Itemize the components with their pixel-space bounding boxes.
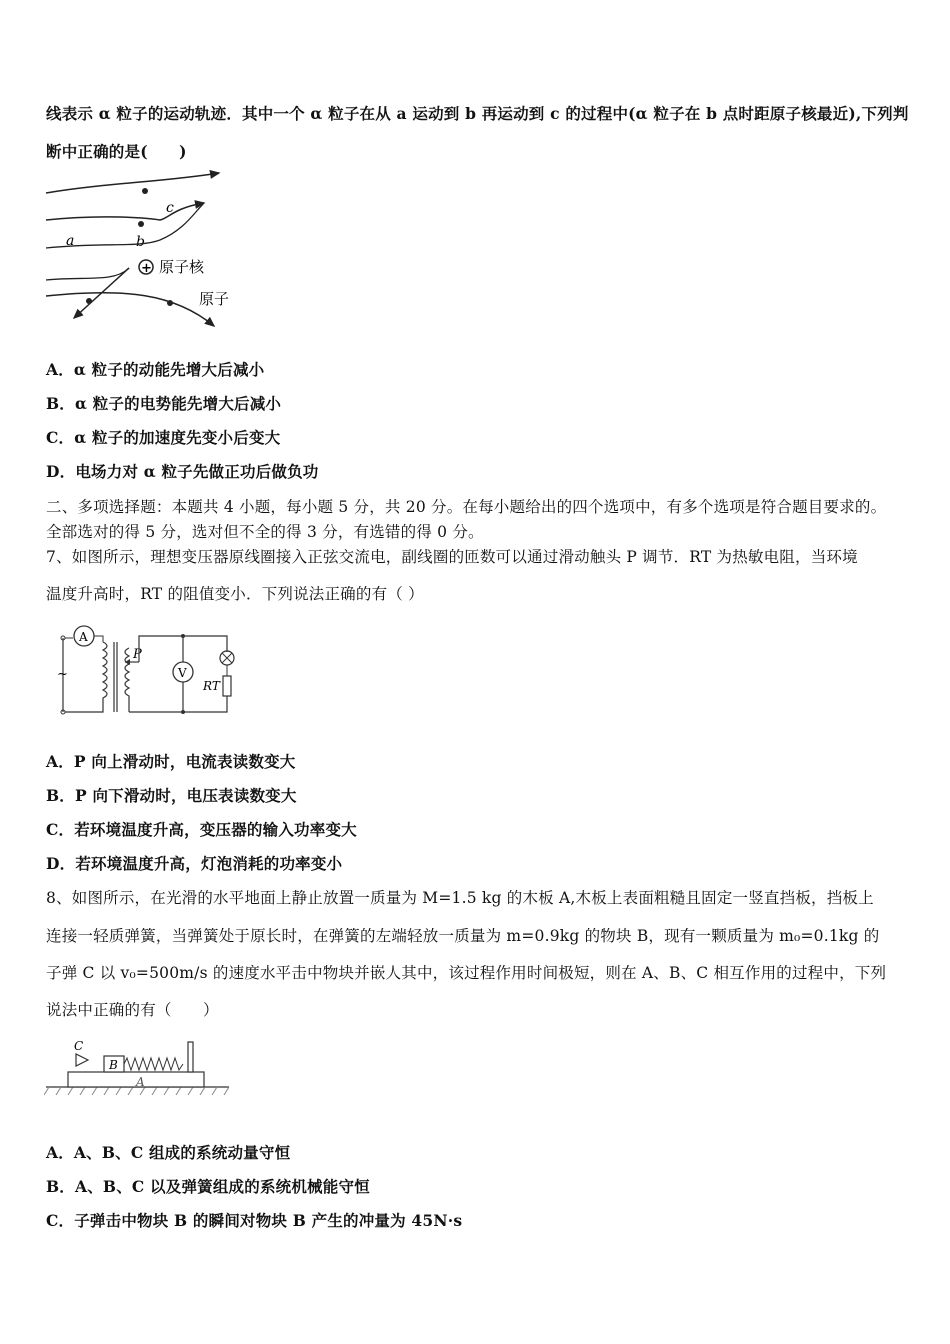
q7-option-a: A．P 向上滑动时，电流表读数变大 (46, 752, 296, 771)
trajectory-top (46, 173, 219, 193)
q8-stem-line4: 说法中正确的有（ ） (46, 1001, 219, 1019)
svg-text:A: A (79, 630, 88, 644)
q8-option-a: A．A、B、C 组成的系统动量守恒 (46, 1143, 291, 1162)
q7-stem-line2: 温度升高时，RT 的阻值变小．下列说法正确的有（ ） (46, 585, 424, 603)
q7-option-c: C．若环境温度升高，变压器的输入功率变大 (46, 820, 357, 839)
q6-option-d: D．电场力对 α 粒子先做正功后做负功 (46, 462, 319, 481)
q6-option-a: A．α 粒子的动能先增大后减小 (46, 360, 265, 379)
q6-option-b: B．α 粒子的电势能先增大后减小 (46, 394, 282, 413)
q8-option-c: C．子弹击中物块 B 的瞬间对物块 B 产生的冲量为 45N·s (46, 1211, 463, 1230)
alpha-scattering-figure (44, 168, 234, 338)
label-board-a: A (136, 1075, 145, 1089)
q7-option-b: B．P 向下滑动时，电压表读数变大 (46, 786, 297, 805)
q7-stem-line1: 7、如图所示，理想变压器原线圈接入正弦交流电，副线圈的匝数可以通过滑动触头 P 调节．RT 为热敏电阻，当环境 (46, 548, 858, 566)
q8-stem-line3: 子弹 C 以 v₀=500m/s 的速度水平击中物块并嵌人其中，该过程作用时间极短，则在 A、B、C 相互作用的过程中，下列 (46, 964, 887, 982)
baffle (188, 1042, 193, 1072)
trajectory-point-2 (86, 298, 92, 304)
label-c: c (166, 200, 174, 216)
trajectory-deflect (46, 268, 129, 280)
q6-stem-line1: 线表示 α 粒子的运动轨迹．其中一个 α 粒子在从 a 运动到 b 再运动到 c 的过程中(α 粒子在 b 点时距原子核最近),下列判 (46, 104, 909, 123)
q6-stem-line2: 断中正确的是( ) (46, 142, 187, 161)
q8-stem-line2: 连接一轻质弹簧，当弹簧处于原长时，在弹簧的左端轻放一质量为 m=0.9kg 的物块 B，现有一颗质量为 m₀=0.1kg 的 (46, 927, 880, 945)
thermistor-label: RT (203, 679, 220, 693)
svg-text:V: V (178, 666, 187, 680)
slider-label: P (133, 647, 142, 662)
spring (124, 1058, 183, 1070)
ac-source-label: ~ (57, 667, 68, 682)
q7-option-d: D．若环境温度升高，灯泡消耗的功率变小 (46, 854, 343, 873)
label-block-b: B (109, 1058, 118, 1072)
thermistor (223, 676, 231, 696)
label-atom: 原子 (199, 290, 230, 308)
trajectory-point-3 (167, 300, 173, 306)
point-b (138, 221, 144, 227)
trajectory-abc (46, 203, 204, 220)
block-spring-figure (44, 1032, 234, 1102)
svg-text:+: + (141, 261, 152, 276)
section2-line1: 二、多项选择题：本题共 4 小题，每小题 5 分，共 20 分。在每小题给出的四个选项中，有多个选项是符合题目要求的。 (46, 498, 887, 516)
transformer-circuit-figure (55, 620, 250, 720)
q6-option-c: C．α 粒子的加速度先变小后变大 (46, 428, 281, 447)
q8-option-b: B．A、B、C 以及弹簧组成的系统机械能守恒 (46, 1177, 370, 1196)
label-b: b (136, 234, 145, 250)
label-nucleus: 原子核 (159, 258, 205, 276)
secondary-coil (125, 648, 129, 712)
trajectory-bottom (46, 293, 214, 326)
section2-line2: 全部选对的得 5 分，选对但不全的得 3 分，有选错的得 0 分。 (46, 523, 484, 541)
label-a: a (66, 233, 75, 249)
q8-stem-line1: 8、如图所示，在光滑的水平地面上静止放置一质量为 M=1.5 kg 的木板 A,木板上表面粗糙且固定一竖直挡板，挡板上 (46, 889, 874, 907)
label-bullet-c: C (74, 1039, 84, 1053)
primary-coil (65, 642, 107, 712)
bullet-c (76, 1054, 88, 1066)
trajectory-point (142, 188, 148, 194)
